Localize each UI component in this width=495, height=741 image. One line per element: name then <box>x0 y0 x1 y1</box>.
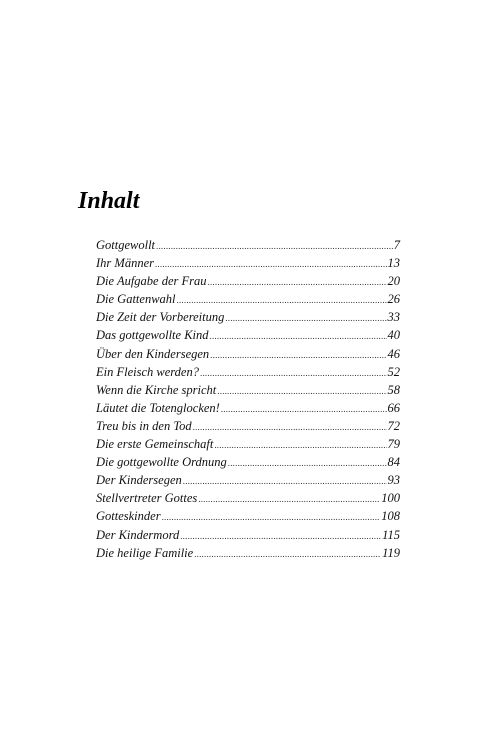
toc-entry <box>96 417 400 435</box>
toc-entry-page-number: 119 <box>382 545 400 560</box>
toc-entry-page-number: 40 <box>387 328 400 343</box>
toc-dot-leader <box>155 255 387 273</box>
toc-entry-page-number: 58 <box>387 382 400 397</box>
toc-dot-leader <box>193 418 387 436</box>
toc-entry-title: Ein Fleisch werden? <box>96 364 199 379</box>
toc-dot-leader <box>210 346 386 364</box>
toc-dot-leader <box>217 382 386 400</box>
toc-entry-page-number: 26 <box>387 292 400 307</box>
toc-entry-title: Treu bis in den Tod <box>96 418 192 433</box>
toc-entry-title: Läutet die Totenglocken! <box>96 400 220 415</box>
toc-entry <box>96 453 400 471</box>
toc-entry <box>96 399 400 417</box>
toc-entry-page-number: 108 <box>381 509 400 524</box>
toc-entry-page-number: 20 <box>387 274 400 289</box>
toc-entry-title: Die heilige Familie <box>96 545 194 560</box>
toc-entry-title: Über den Kindersegen <box>96 346 210 361</box>
toc-entry <box>96 236 400 254</box>
toc-entry-title: Stellvertreter Gottes <box>96 491 198 506</box>
toc-entry-title: Die Gattenwahl <box>96 292 176 307</box>
toc-entry-page-number: 46 <box>387 346 400 361</box>
toc-dot-leader <box>210 327 387 345</box>
toc-dot-leader <box>183 472 387 490</box>
toc-entry-title: Der Kindersegen <box>96 473 182 488</box>
toc-entry-page-number: 33 <box>387 310 400 325</box>
toc-entry-page-number: 93 <box>387 473 400 488</box>
toc-entry-title: Wenn die Kirche spricht <box>96 382 217 397</box>
toc-entry <box>96 507 400 525</box>
toc-dot-leader <box>228 454 387 472</box>
toc-dot-leader <box>194 545 381 563</box>
toc-entry <box>96 363 400 381</box>
toc-entry <box>96 254 400 272</box>
toc-entry-page-number: 52 <box>387 364 400 379</box>
toc-dot-leader <box>156 237 393 255</box>
toc-dot-leader <box>221 400 387 418</box>
toc-entry-title: Die gottgewollte Ordnung <box>96 455 227 470</box>
toc-entry-page-number: 66 <box>387 400 400 415</box>
toc-entry-title: Gottgewollt <box>96 238 156 252</box>
toc-entry-page-number: 7 <box>393 238 400 252</box>
toc-entry-page-number: 72 <box>387 418 400 433</box>
toc-entry-title: Gotteskinder <box>96 509 161 524</box>
toc-dot-leader <box>177 291 387 309</box>
toc-dot-leader <box>208 273 387 291</box>
toc-entry <box>96 489 400 507</box>
toc-entry <box>96 435 400 453</box>
toc-heading: Inhalt <box>78 188 140 214</box>
toc-list <box>96 236 400 562</box>
toc-entry-title: Die Aufgabe der Frau <box>96 274 207 289</box>
toc-entry-title: Der Kindermord <box>96 527 180 542</box>
toc-entry <box>96 272 400 290</box>
toc-entry <box>96 308 400 326</box>
toc-dot-leader <box>214 436 386 454</box>
toc-entry-title: Die erste Gemeinschaft <box>96 437 214 452</box>
toc-entry-title: Die Zeit der Vorbereitung <box>96 310 225 325</box>
toc-entry <box>96 471 400 489</box>
toc-dot-leader <box>180 527 381 545</box>
toc-entry-title: Das gottgewollte Kind <box>96 328 209 343</box>
toc-entry-page-number: 13 <box>387 256 400 271</box>
toc-dot-leader <box>225 309 386 327</box>
toc-entry <box>96 526 400 544</box>
toc-entry <box>96 345 400 363</box>
toc-dot-leader <box>200 364 387 382</box>
toc-entry <box>96 290 400 308</box>
toc-entry-page-number: 100 <box>381 491 400 506</box>
toc-entry <box>96 381 400 399</box>
toc-entry <box>96 326 400 344</box>
toc-entry-title: Ihr Männer <box>96 256 154 271</box>
toc-dot-leader <box>198 490 380 508</box>
toc-entry-page-number: 79 <box>387 437 400 452</box>
toc-entry-page-number: 84 <box>387 455 400 470</box>
toc-entry <box>96 544 400 562</box>
toc-entry-page-number: 115 <box>382 527 400 542</box>
toc-dot-leader <box>162 508 381 526</box>
